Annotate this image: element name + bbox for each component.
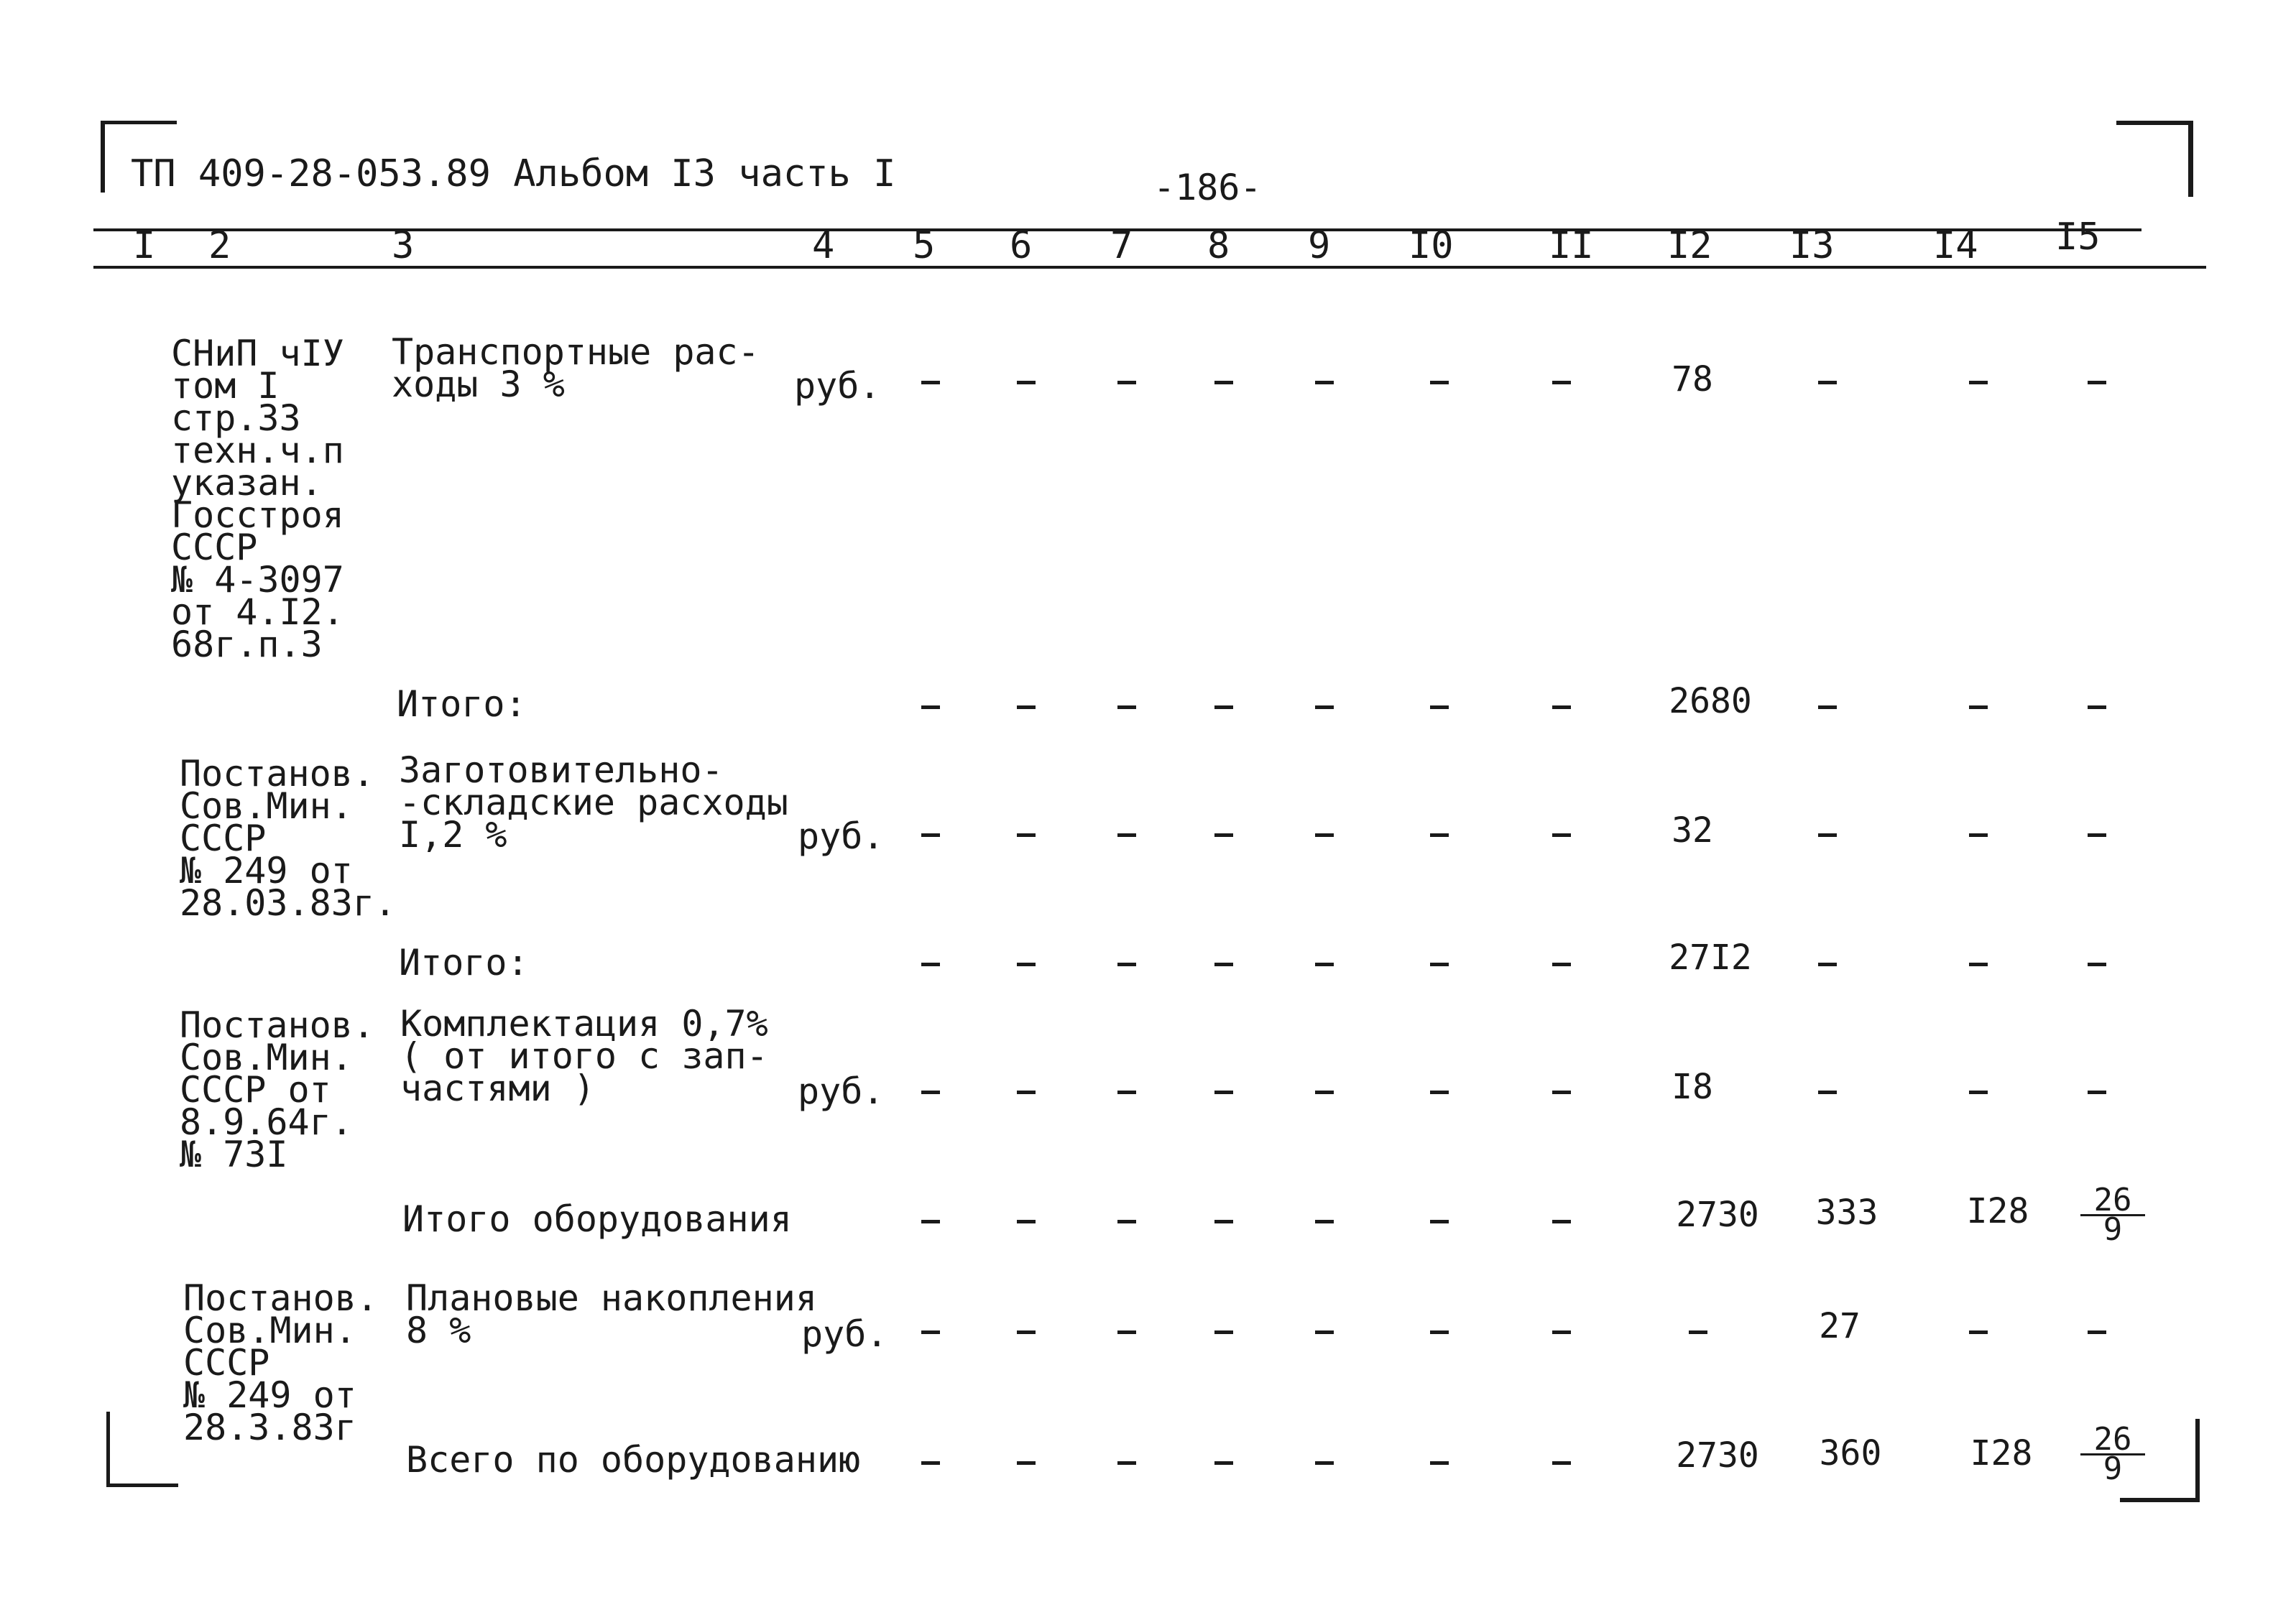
row-description: Заготовительно- -складские расходы I,2 % xyxy=(399,749,788,856)
cell-col13: 360 xyxy=(1819,1433,1882,1473)
empty-cell-dash xyxy=(1430,1330,1449,1334)
empty-cell-dash xyxy=(1017,705,1036,709)
column-header: 5 xyxy=(913,224,936,267)
empty-cell-dash xyxy=(1214,833,1233,837)
row-description: Транспортные рас- ходы 3 % xyxy=(392,331,760,405)
empty-cell-dash xyxy=(1969,833,1988,837)
row-unit: руб. xyxy=(801,1313,888,1355)
empty-cell-dash xyxy=(1430,833,1449,837)
empty-cell-dash xyxy=(1214,963,1233,966)
page-number: -186- xyxy=(1153,167,1262,208)
cell-col12: 2730 xyxy=(1676,1435,1759,1476)
column-header: 8 xyxy=(1207,224,1230,267)
fraction-denominator: 9 xyxy=(2103,1450,2123,1487)
column-header: II xyxy=(1549,224,1594,267)
empty-cell-dash xyxy=(1017,1220,1036,1223)
row-unit: руб. xyxy=(798,1070,885,1112)
empty-cell-dash xyxy=(1214,705,1233,709)
column-header: 6 xyxy=(1010,224,1033,267)
cell-col13: 333 xyxy=(1815,1193,1878,1233)
empty-cell-dash xyxy=(2088,963,2106,966)
cell-col12: I8 xyxy=(1672,1067,1713,1107)
empty-cell-dash xyxy=(2088,381,2106,384)
empty-cell-dash xyxy=(1117,1461,1136,1465)
empty-cell-dash xyxy=(2088,705,2106,709)
column-header: 7 xyxy=(1110,224,1133,267)
empty-cell-dash xyxy=(1017,1461,1036,1465)
empty-cell-dash xyxy=(1552,1330,1571,1334)
frame-corner-top-right xyxy=(2116,121,2193,197)
empty-cell-dash xyxy=(2088,833,2106,837)
empty-cell-dash xyxy=(1552,833,1571,837)
fraction-numerator: 26 xyxy=(2080,1187,2145,1216)
empty-cell-dash xyxy=(1818,705,1837,709)
row-unit: руб. xyxy=(794,365,881,407)
empty-cell-dash xyxy=(921,1220,940,1223)
empty-cell-dash xyxy=(1969,1330,1988,1334)
empty-cell-dash xyxy=(1017,1091,1036,1094)
row-reference: СНиП чIУ том I стр.33 техн.ч.п указан. Госстроя СССР № 4-3097 от 4.I2. 68г.п.3 xyxy=(171,333,344,665)
empty-cell-dash xyxy=(1214,1461,1233,1465)
empty-cell-dash xyxy=(1430,1461,1449,1465)
empty-cell-dash xyxy=(1552,381,1571,384)
empty-cell-dash xyxy=(1315,963,1334,966)
empty-cell-dash xyxy=(1017,963,1036,966)
empty-cell-dash xyxy=(1552,1091,1571,1094)
empty-cell-dash xyxy=(921,1330,940,1334)
cell-col13: 27 xyxy=(1819,1306,1861,1346)
cell-col12: 27I2 xyxy=(1669,938,1752,978)
row-reference: Постанов. Сов.Мин. СССР № 249 от 28.3.83г xyxy=(183,1277,378,1448)
empty-cell-dash xyxy=(1214,381,1233,384)
empty-cell-dash xyxy=(921,1461,940,1465)
column-header: 9 xyxy=(1308,224,1331,267)
row-unit: руб. xyxy=(798,815,885,857)
empty-cell-dash xyxy=(1117,1330,1136,1334)
empty-cell-dash xyxy=(1689,1330,1707,1334)
fraction-numerator: 26 xyxy=(2080,1426,2145,1455)
empty-cell-dash xyxy=(921,705,940,709)
cell-col12: 32 xyxy=(1672,810,1713,851)
empty-cell-dash xyxy=(1214,1091,1233,1094)
column-header: I xyxy=(133,224,156,267)
empty-cell-dash xyxy=(1430,705,1449,709)
cell-col14: I28 xyxy=(1970,1433,2033,1473)
empty-cell-dash xyxy=(1430,1091,1449,1094)
empty-cell-dash xyxy=(1017,381,1036,384)
empty-cell-dash xyxy=(1818,833,1837,837)
empty-cell-dash xyxy=(1818,963,1837,966)
column-header: 4 xyxy=(812,224,835,267)
frame-corner-bottom-left xyxy=(106,1412,178,1487)
empty-cell-dash xyxy=(1117,963,1136,966)
cell-col12: 2680 xyxy=(1669,681,1752,721)
empty-cell-dash xyxy=(1117,1091,1136,1094)
column-header: I3 xyxy=(1789,224,1835,267)
fraction-denominator: 9 xyxy=(2103,1211,2123,1248)
empty-cell-dash xyxy=(1117,705,1136,709)
row-description: Итого: xyxy=(399,942,529,983)
cell-col12: 2730 xyxy=(1676,1195,1759,1235)
empty-cell-dash xyxy=(921,381,940,384)
column-header: 2 xyxy=(208,224,231,267)
row-description: Итого оборудования xyxy=(402,1198,792,1240)
empty-cell-dash xyxy=(1315,1220,1334,1223)
empty-cell-dash xyxy=(1818,381,1837,384)
empty-cell-dash xyxy=(1818,1091,1837,1094)
column-header: I2 xyxy=(1667,224,1712,267)
empty-cell-dash xyxy=(1969,1091,1988,1094)
empty-cell-dash xyxy=(1214,1330,1233,1334)
row-reference: Постанов. Сов.Мин. СССР от 8.9.64г. № 73I xyxy=(180,1004,374,1175)
empty-cell-dash xyxy=(1552,705,1571,709)
cell-col14: I28 xyxy=(1966,1191,2029,1231)
empty-cell-dash xyxy=(2088,1330,2106,1334)
empty-cell-dash xyxy=(1969,705,1988,709)
cell-col12: 78 xyxy=(1672,359,1713,399)
column-header: I0 xyxy=(1409,224,1454,267)
empty-cell-dash xyxy=(1117,1220,1136,1223)
empty-cell-dash xyxy=(921,963,940,966)
row-description: Итого: xyxy=(397,683,527,725)
column-header: 3 xyxy=(392,224,415,267)
empty-cell-dash xyxy=(921,1091,940,1094)
empty-cell-dash xyxy=(1430,963,1449,966)
row-description: Плановые накопления 8 % xyxy=(406,1277,817,1351)
row-description: Комплектация 0,7% ( от итого с зап- частями ) xyxy=(400,1003,768,1109)
cell-col15-fraction xyxy=(2080,1182,2145,1248)
empty-cell-dash xyxy=(1969,963,1988,966)
empty-cell-dash xyxy=(1552,1220,1571,1223)
empty-cell-dash xyxy=(1430,381,1449,384)
empty-cell-dash xyxy=(1969,381,1988,384)
column-header: I5 xyxy=(2055,216,2101,259)
empty-cell-dash xyxy=(921,833,940,837)
row-description: Всего по оборудованию xyxy=(406,1439,861,1481)
row-reference: Постанов. Сов.Мин. СССР № 249 от 28.03.83г. xyxy=(180,753,397,924)
empty-cell-dash xyxy=(1117,381,1136,384)
empty-cell-dash xyxy=(1315,833,1334,837)
empty-cell-dash xyxy=(1430,1220,1449,1223)
empty-cell-dash xyxy=(1315,1091,1334,1094)
empty-cell-dash xyxy=(1117,833,1136,837)
empty-cell-dash xyxy=(1552,1461,1571,1465)
empty-cell-dash xyxy=(2088,1091,2106,1094)
empty-cell-dash xyxy=(1315,705,1334,709)
empty-cell-dash xyxy=(1315,1461,1334,1465)
cell-col15-fraction xyxy=(2080,1421,2145,1487)
empty-cell-dash xyxy=(1552,963,1571,966)
empty-cell-dash xyxy=(1315,1330,1334,1334)
column-header: I4 xyxy=(1933,224,1978,267)
empty-cell-dash xyxy=(1315,381,1334,384)
empty-cell-dash xyxy=(1214,1220,1233,1223)
document-title: ТП 409-28-053.89 Альбом I3 часть I xyxy=(131,152,896,195)
empty-cell-dash xyxy=(1017,833,1036,837)
empty-cell-dash xyxy=(1017,1330,1036,1334)
